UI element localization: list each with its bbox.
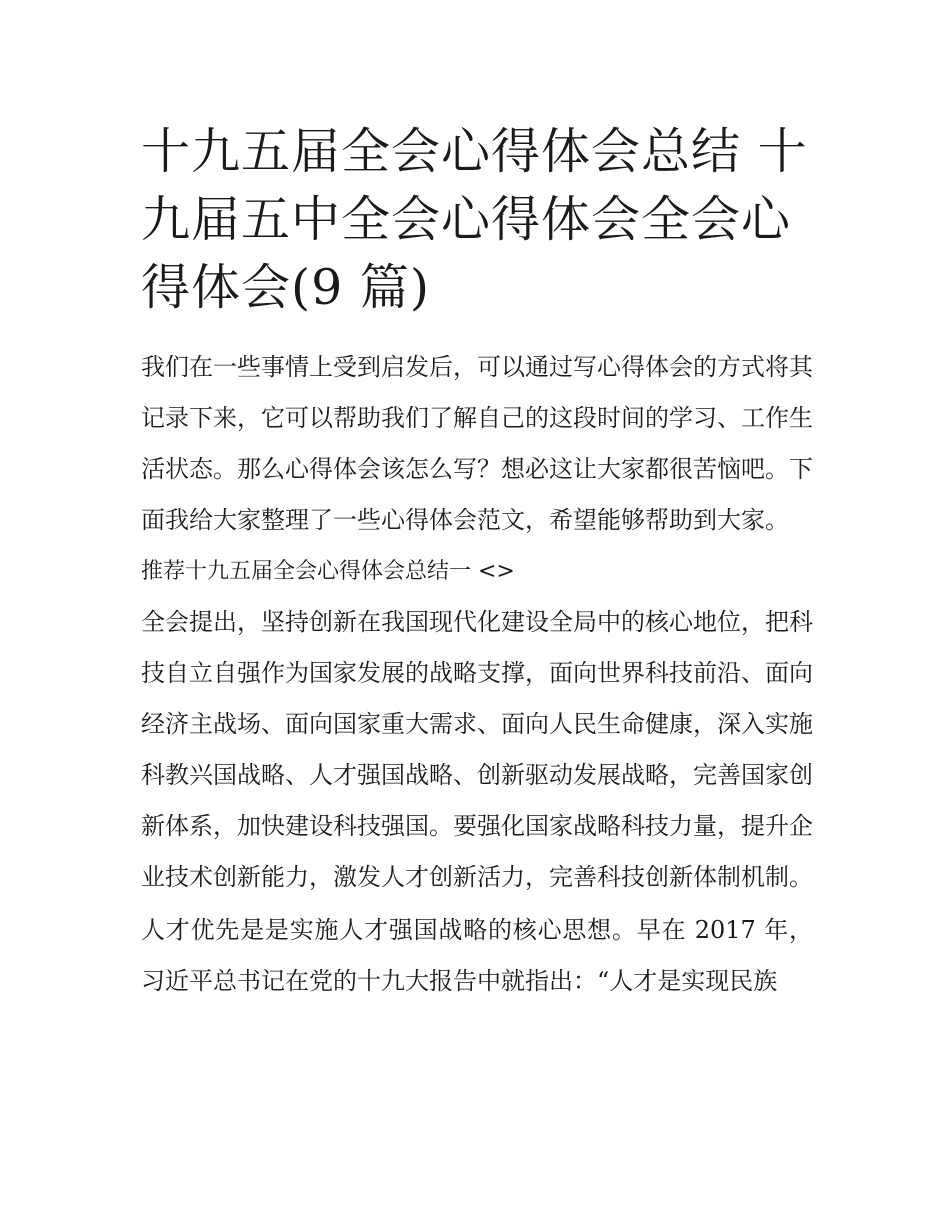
document-page xyxy=(141,118,813,1007)
intro-paragraph: 我们在一些事情上受到启发后，可以通过写心得体会的方式将其记录下来，它可以帮助我们了解自己的这段时间的学习、工作生活状态。那么心得体会该怎么写？想必这让大家都很苦恼吧。下面我给大家整理了一些心得体会范文，希望能够帮助到大家。 xyxy=(141,353,813,534)
section-heading: 推荐十九五届全会心得体会总结一 <> xyxy=(141,559,515,584)
document-title: 十九五届全会心得体会总结 十九届五中全会心得体会全会心得体会(9 篇) xyxy=(141,123,808,316)
body-paragraph-2: 人才优先是是实施人才强国战略的核心思想。早在 2017 年，习近平总书记在党的十九大报告中就指出：“人才是实现民族 xyxy=(141,916,813,995)
body-paragraph-1: 全会提出，坚持创新在我国现代化建设全局中的核心地位，把科技自立自强作为国家发展的战略支撑，面向世界科技前沿、面向经济主战场、面向国家重大需求、面向人民生命健康，深入实施科教兴国战略、人才强国战略、创新驱动发展战略，完善国家创新体系，加快建设科技强国。要强化国家战略科技力量，提升企业技术创新能力，激发人才创新活力，完善科技创新体制机制。 xyxy=(141,608,813,891)
